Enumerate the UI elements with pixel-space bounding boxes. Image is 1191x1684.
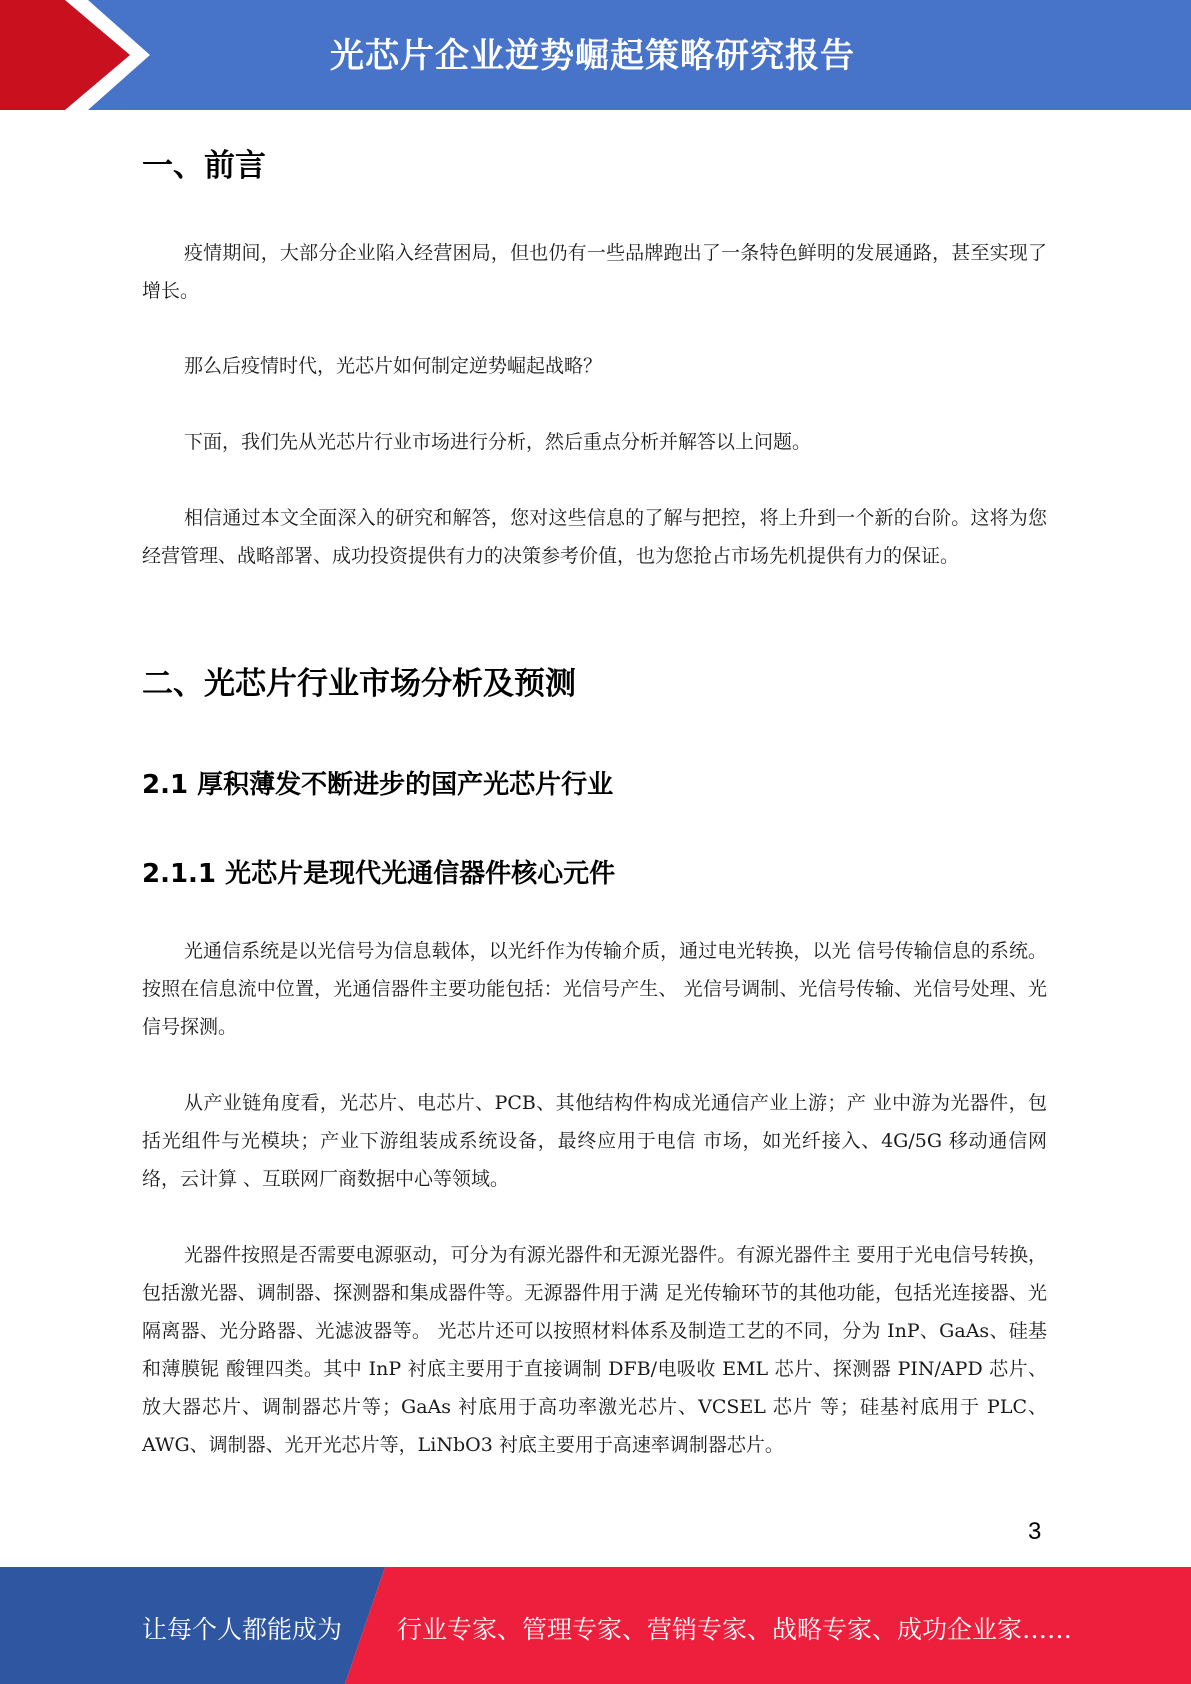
paragraph: 光通信系统是以光信号为信息载体，以光纤作为传输介质，通过电光转换，以光 信号传输信息的系统。按照在信息流中位置，光通信器件主要功能包括：光信号产生、 光信号调制、光信号传输、光信号处理、光信号探测。 [142, 940, 1047, 1038]
subsubsection-heading: 2.1.1 光芯片是现代光通信器件核心元件 [142, 859, 616, 889]
page-number: 3 [1028, 1518, 1042, 1545]
chevron-arrow-icon [0, 0, 160, 110]
page-footer [0, 1567, 1191, 1684]
paragraph: 相信通过本文全面深入的研究和解答，您对这些信息的了解与把控，将上升到一个新的台阶。这将为您经营管理、战略部署、成功投资提供有力的决策参考价值，也为您抢占市场先机提供有力的保证。 [142, 507, 1047, 567]
footer-slogan-right: 行业专家、管理专家、营销专家、战略专家、成功企业家…… [397, 1615, 1073, 1644]
paragraph: 从产业链角度看，光芯片、电芯片、PCB、其他结构件构成光通信产业上游；产 业中游为光器件，包括光组件与光模块；产业下游组装成系统设备，最终应用于电信 市场，如光纤接入、4G/5G 移动通信网络，云计算 、互联网厂商数据中心等领域。 [142, 1092, 1047, 1190]
paragraph: 下面，我们先从光芯片行业市场进行分析，然后重点分析并解答以上问题。 [184, 431, 812, 453]
paragraph: 疫情期间，大部分企业陷入经营困局，但也仍有一些品牌跑出了一条特色鲜明的发展通路，甚至实现了增长。 [142, 242, 1047, 302]
page-header [0, 0, 1191, 110]
paragraph: 那么后疫情时代，光芯片如何制定逆势崛起战略？ [184, 355, 603, 377]
section-heading-preface: 一、前言 [142, 148, 266, 184]
paragraph: 光器件按照是否需要电源驱动，可分为有源光器件和无源光器件。有源光器件主 要用于光电信号转换，包括激光器、调制器、探测器和集成器件等。无源器件用于满 足光传输环节的其他功能，包括光连接器、光隔离器、光分路器、光滤波器等。 光芯片还可以按照材料体系及制造工艺的不同，分为 InP、GaAs、硅基和薄膜铌 酸锂四类。其中 InP 衬底主要用于直接调制 DFB/电吸收 EML 芯片、探测器 PIN/APD 芯片、放大器芯片、调制器芯片等；GaAs 衬底用于高功率激光芯片、VCSEL 芯片 等；硅基衬底用于 PLC、AWG、调制器、光开光芯片等，LiNbO3 衬底主要用于高速率调制器芯片。 [142, 1244, 1047, 1456]
section-heading-market-analysis: 二、光芯片行业市场分析及预测 [142, 666, 576, 702]
subsection-heading: 2.1 厚积薄发不断进步的国产光芯片行业 [142, 770, 614, 800]
report-title: 光芯片企业逆势崛起策略研究报告 [330, 36, 855, 76]
footer-slogan-left: 让每个人都能成为 [142, 1615, 343, 1644]
